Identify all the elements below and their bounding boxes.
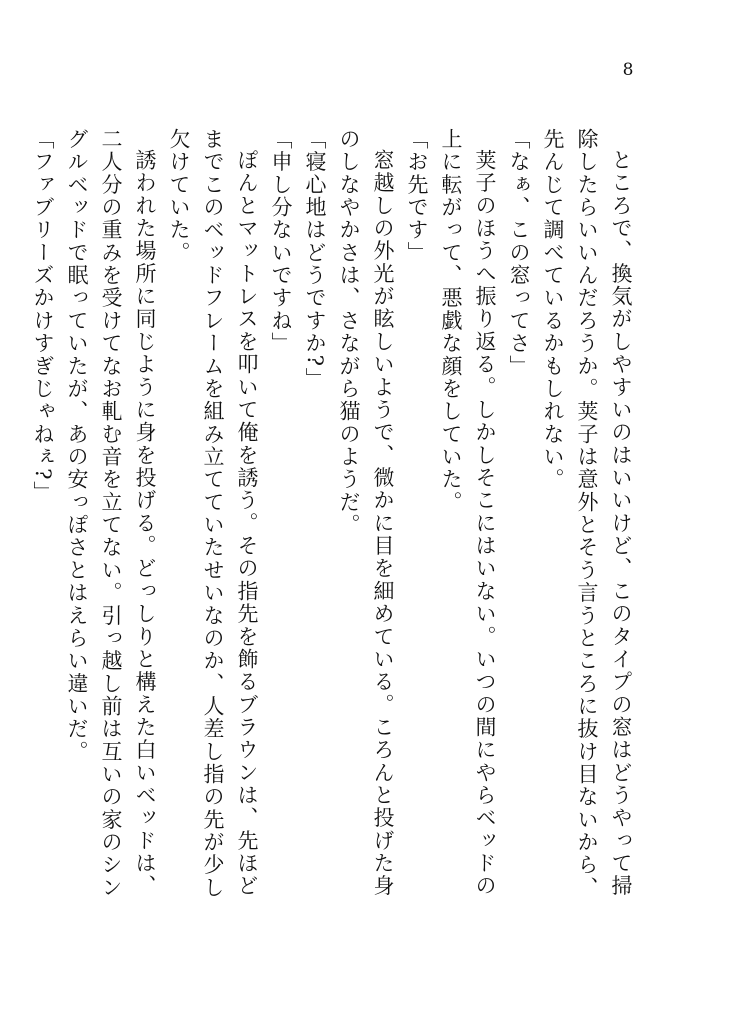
dialogue-line: 「寝心地はどうですか?」 (303, 128, 327, 391)
dialogue-line: 「なぁ、この窓ってさ」 (507, 128, 531, 378)
body-text (26, 128, 638, 908)
paragraph: 誘われた場所に同じように身を投げる。どっしりと構えた白いベッドは、二人分の重みを受けてなお軋む音を立てない。引っ越し前は互いの家のシングルベッドで眠っていたが、あの安っぽさとはえらい違いだ。 (65, 128, 157, 900)
dialogue-line: 「ファブリーズかけすぎじゃねぇ?」 (31, 128, 55, 504)
paragraph: 荚子のほうへ振り返る。しかしそこにはいない。いつの間にやらベッドの上に転がって、悪戯な顔をしていた。 (439, 128, 497, 898)
dialogue-line: 「お先です」 (405, 128, 429, 265)
paragraph: ところで、換気がしやすいのはいいけど、このタイプの窓はどうやって掃除したらいいんだろうか。荚子は意外とそう言うところに抜け目ないから、先んじて調べているかもしれない。 (541, 128, 633, 900)
dialogue-line: 「申し分ないですね」 (269, 128, 293, 355)
paragraph: 窓越しの外光が眩しいようで、微かに目を細めている。ころんと投げた身のしなやかさは、さながら猫のようだ。 (337, 128, 395, 898)
page-number: 8 (622, 60, 634, 80)
paragraph: ぽんとマットレスを叩いて俺を誘う。その指先を飾るブラウンは、先ほどまでこのベッドフレームを組み立てていたせいなのか、人差し指の先が少し欠けていた。 (167, 128, 259, 900)
